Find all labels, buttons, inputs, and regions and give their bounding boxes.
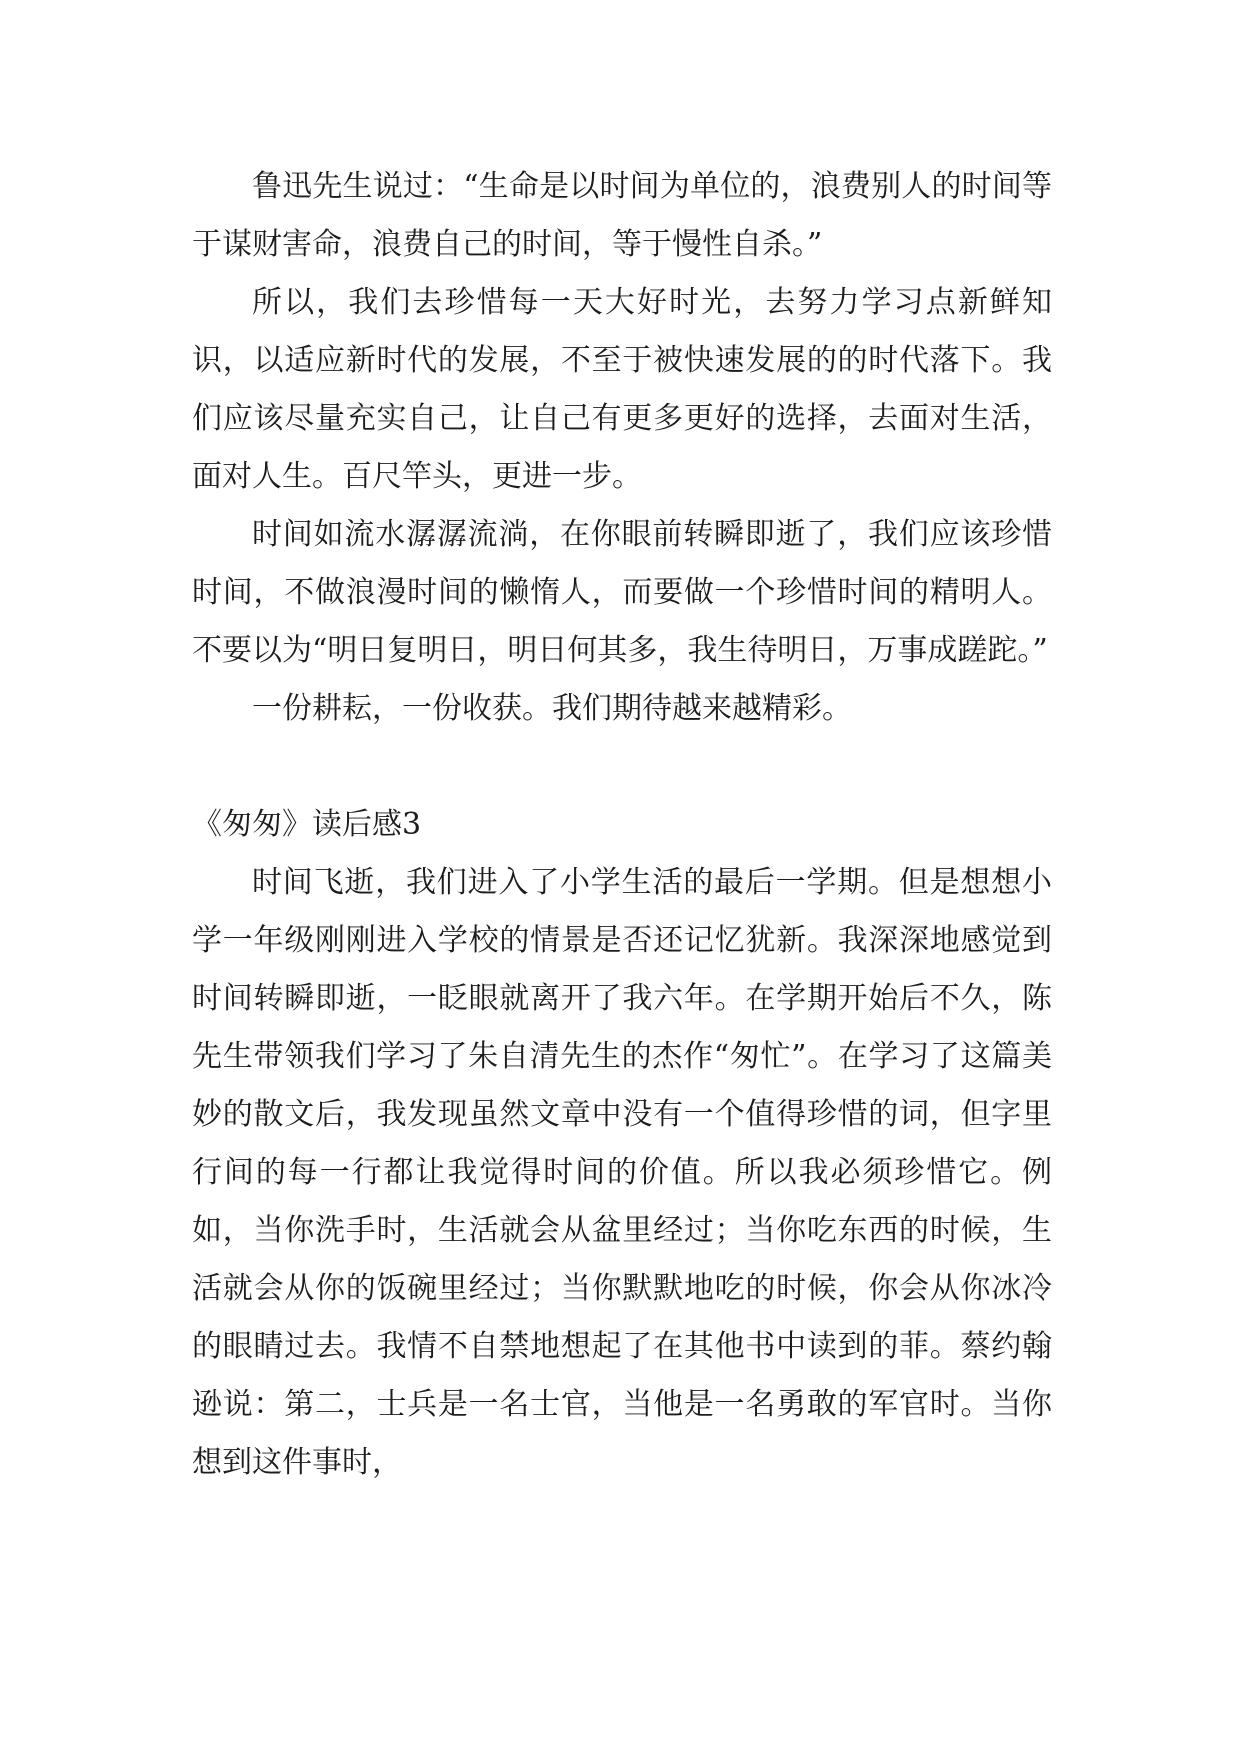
section-title: 《匆匆》读后感3 <box>192 807 422 842</box>
document-page <box>192 158 1052 1492</box>
paragraph-time-flies: 时间飞逝，我们进入了小学生活的最后一学期。但是想想小学一年级刚刚进入学校的情景是否还记忆犹新。我深深地感觉到时间转瞬即逝，一眨眼就离开了我六年。在学期开始后不久，陈先生带领我们学习了朱自清先生的杰作“匆忙”。在学习了这篇美妙的散文后，我发现虽然文章中没有一个值得珍惜的词，但字里行间的每一行都让我觉得时间的价值。所以我必须珍惜它。例如，当你洗手时，生活就会从盆里经过；当你吃东西的时候，生活就会从你的饭碗里经过；当你默默地吃的时候，你会从你冰冷的眼睛过去。我情不自禁地想起了在其他书中读到的菲。蔡约翰逊说：第二，士兵是一名士官，当他是一名勇敢的军官时。当你想到这件事时， <box>192 865 1052 1480</box>
paragraph-cherish-time: 所以，我们去珍惜每一天大好时光，去努力学习点新鲜知识，以适应新时代的发展，不至于被快速发展的的时代落下。我们应该尽量充实自己，让自己有更多更好的选择，去面对生活，面对人生。百尺竿头，更进一步。 <box>192 285 1052 494</box>
section-spacer <box>192 738 1052 796</box>
paragraph-lu-xun-quote: 鲁迅先生说过：“生命是以时间为单位的，浪费别人的时间等于谋财害命，浪费自己的时间，等于慢性自杀。” <box>192 169 1052 262</box>
paragraph-harvest: 一份耕耘，一份收获。我们期待越来越精彩。 <box>252 691 852 726</box>
paragraph-time-flows: 时间如流水潺潺流淌，在你眼前转瞬即逝了，我们应该珍惜时间，不做浪漫时间的懒惰人，而要做一个珍惜时间的精明人。不要以为“明日复明日，明日何其多，我生待明日，万事成蹉跎。” <box>192 517 1052 668</box>
